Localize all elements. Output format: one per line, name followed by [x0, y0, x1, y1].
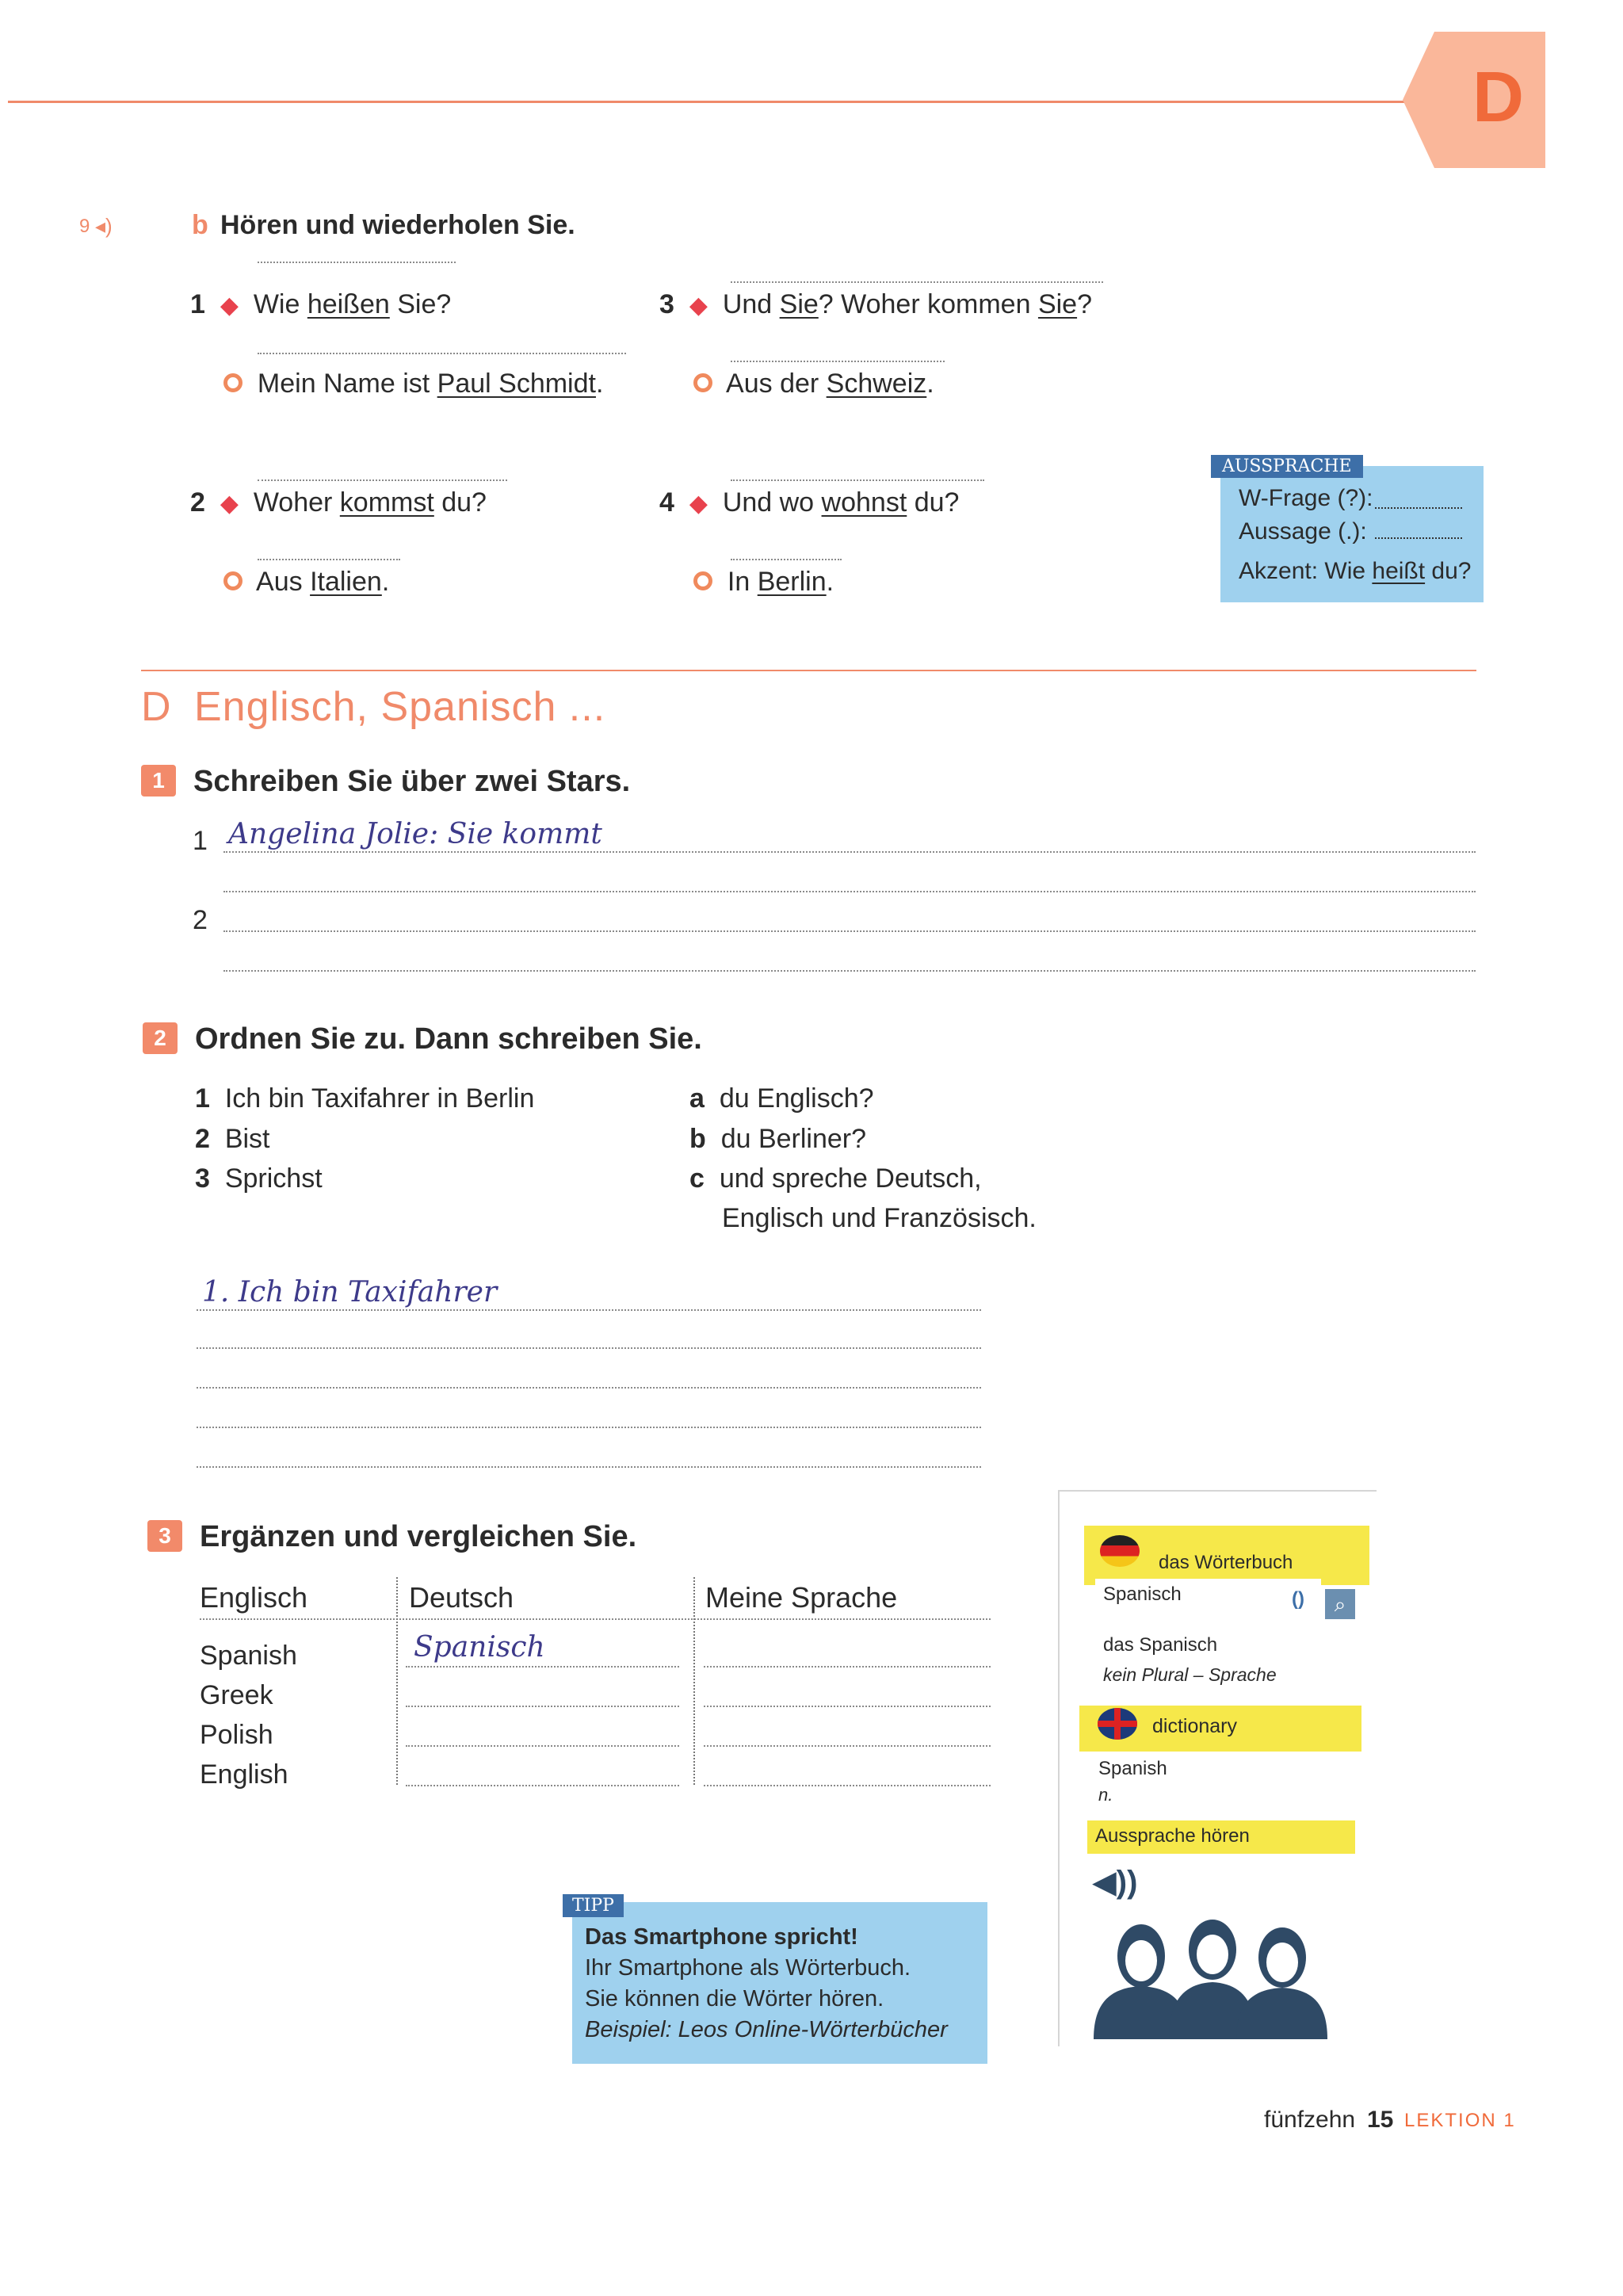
- page-word: fünfzehn: [1264, 2107, 1356, 2133]
- intonation-line: [258, 262, 456, 263]
- answer-line[interactable]: [197, 1427, 981, 1428]
- table-row: Spanish: [200, 1641, 297, 1671]
- list-item: 1 Ich bin Taxifahrer in Berlin: [195, 1083, 535, 1114]
- list-item: 3 Sprichst: [195, 1163, 323, 1194]
- dictionary-en-label: dictionary: [1152, 1715, 1237, 1737]
- section-divider: [141, 670, 1476, 671]
- intonation-line: [1375, 507, 1462, 509]
- list-item: a du Englisch?: [689, 1083, 874, 1114]
- list-item: b du Berliner?: [689, 1124, 867, 1154]
- header-rule: [8, 101, 1419, 103]
- exercise-number: 3: [147, 1520, 182, 1552]
- answer-line[interactable]: [223, 891, 1476, 892]
- intonation-line: [731, 361, 945, 362]
- answer-line[interactable]: [197, 1466, 981, 1468]
- answer-line[interactable]: [197, 1347, 981, 1349]
- dialog-item-2-question: 2 ◆ Woher kommst du?: [190, 487, 487, 518]
- answer-line[interactable]: [406, 1666, 679, 1668]
- result-en-word: Spanish: [1098, 1758, 1167, 1779]
- answer-line[interactable]: [223, 930, 1476, 932]
- tipp-line-2: Ihr Smartphone als Wörterbuch.: [585, 1955, 911, 1981]
- handwritten-answer: 1. Ich bin Taxifahrer: [202, 1276, 498, 1308]
- section-title: Englisch, Spanisch ...: [194, 684, 606, 730]
- exercise-number: 1: [141, 765, 176, 797]
- speaker-icon[interactable]: ◂): [95, 214, 113, 238]
- list-item: c und spreche Deutsch,: [689, 1163, 982, 1194]
- dialog-item-1-question: 1 ◆ Wie heißen Sie?: [190, 289, 452, 319]
- answer-line[interactable]: [197, 1387, 981, 1389]
- intonation-line: [258, 559, 400, 560]
- exercise-instruction: Schreiben Sie über zwei Stars.: [193, 765, 631, 798]
- answer-line[interactable]: [197, 1309, 981, 1311]
- exercise-number: 2: [143, 1022, 178, 1054]
- answer-circle-icon: [223, 571, 242, 590]
- tipp-line-4: Beispiel: Leos Online-Wörterbücher: [585, 2017, 948, 2042]
- intonation-line: [258, 353, 626, 354]
- tipp-line-1: Das Smartphone spricht!: [585, 1924, 858, 1950]
- handwritten-answer: Angelina Jolie: Sie kommt: [228, 818, 602, 850]
- line-number: 1: [193, 826, 208, 856]
- search-input[interactable]: Spanisch: [1095, 1579, 1321, 1612]
- aussprache-aussage: Aussage (.):: [1239, 518, 1367, 544]
- column-divider: [693, 1577, 695, 1785]
- dialog-item-3-answer: Aus der Schweiz.: [693, 369, 934, 399]
- lesson-label: LEKTION 1: [1404, 2110, 1516, 2131]
- voice-input-icon[interactable]: (): [1292, 1588, 1304, 1610]
- line-number: 2: [193, 905, 208, 935]
- page-number: 15: [1367, 2107, 1394, 2133]
- answer-line[interactable]: [704, 1745, 991, 1747]
- column-divider: [396, 1577, 398, 1785]
- intonation-line: [731, 479, 984, 481]
- german-flag-icon: [1100, 1535, 1140, 1567]
- aussprache-label: AUSSPRACHE: [1211, 455, 1363, 478]
- handwritten-answer: Spanisch: [414, 1631, 545, 1664]
- intonation-line: [731, 281, 1103, 283]
- chapter-badge-letter: D: [1472, 58, 1524, 137]
- table-header-rule: [200, 1618, 991, 1620]
- answer-line[interactable]: [406, 1785, 679, 1786]
- answer-circle-icon: [693, 373, 712, 392]
- speaker-icon[interactable]: ◀)): [1092, 1865, 1138, 1900]
- exercise-instruction: Ordnen Sie zu. Dann schreiben Sie.: [195, 1022, 702, 1056]
- column-header-english: Englisch: [200, 1581, 308, 1614]
- table-row: English: [200, 1759, 288, 1790]
- search-icon[interactable]: ⌕: [1325, 1589, 1355, 1619]
- intonation-line: [731, 559, 842, 560]
- answer-line[interactable]: [223, 851, 1476, 853]
- result-de-word: das Spanisch: [1103, 1634, 1218, 1656]
- intonation-line: [258, 479, 507, 481]
- part-letter: b: [192, 210, 208, 240]
- tipp-label: TIPP: [563, 1894, 624, 1917]
- table-row: Greek: [200, 1680, 273, 1710]
- dialog-item-1-answer: Mein Name ist Paul Schmidt.: [223, 369, 603, 399]
- answer-line[interactable]: [406, 1745, 679, 1747]
- result-de-note: kein Plural – Sprache: [1103, 1664, 1277, 1685]
- answer-circle-icon: [223, 373, 242, 392]
- column-header-meine-sprache: Meine Sprache: [705, 1581, 898, 1614]
- exercise-instruction: Ergänzen und vergleichen Sie.: [200, 1520, 637, 1553]
- dialog-item-4-answer: In Berlin.: [693, 567, 834, 598]
- uk-flag-icon: [1098, 1708, 1137, 1740]
- dialog-item-3-question: 3 ◆ Und Sie? Woher kommen Sie?: [659, 289, 1092, 319]
- dialog-item-4-question: 4 ◆ Und wo wohnst du?: [659, 487, 960, 518]
- list-item: 2 Bist: [195, 1124, 270, 1154]
- column-header-deutsch: Deutsch: [409, 1581, 514, 1614]
- answer-line[interactable]: [406, 1706, 679, 1707]
- answer-line[interactable]: [704, 1666, 991, 1668]
- table-row: Polish: [200, 1720, 273, 1750]
- answer-line[interactable]: [704, 1785, 991, 1786]
- tipp-line-3: Sie können die Wörter hören.: [585, 1986, 884, 2011]
- aussprache-akzent: Akzent: Wie heißt du?: [1239, 558, 1472, 584]
- dialog-item-2-answer: Aus Italien.: [223, 567, 389, 598]
- answer-line[interactable]: [223, 970, 1476, 972]
- answer-line[interactable]: [704, 1706, 991, 1707]
- people-icon: [1078, 1908, 1339, 2043]
- intonation-line: [1375, 537, 1462, 539]
- aussprache-wfrage: W-Frage (?):: [1239, 485, 1373, 511]
- audio-track-number: 9: [79, 216, 90, 237]
- dictionary-de-label: das Wörterbuch: [1159, 1552, 1293, 1573]
- result-en-pos: n.: [1098, 1785, 1113, 1805]
- section-letter: D: [141, 684, 171, 730]
- answer-circle-icon: [693, 571, 712, 590]
- part-instruction: Hören und wiederholen Sie.: [220, 210, 575, 240]
- list-item: Englisch und Französisch.: [722, 1203, 1037, 1233]
- listen-label: Aussprache hören: [1095, 1825, 1250, 1847]
